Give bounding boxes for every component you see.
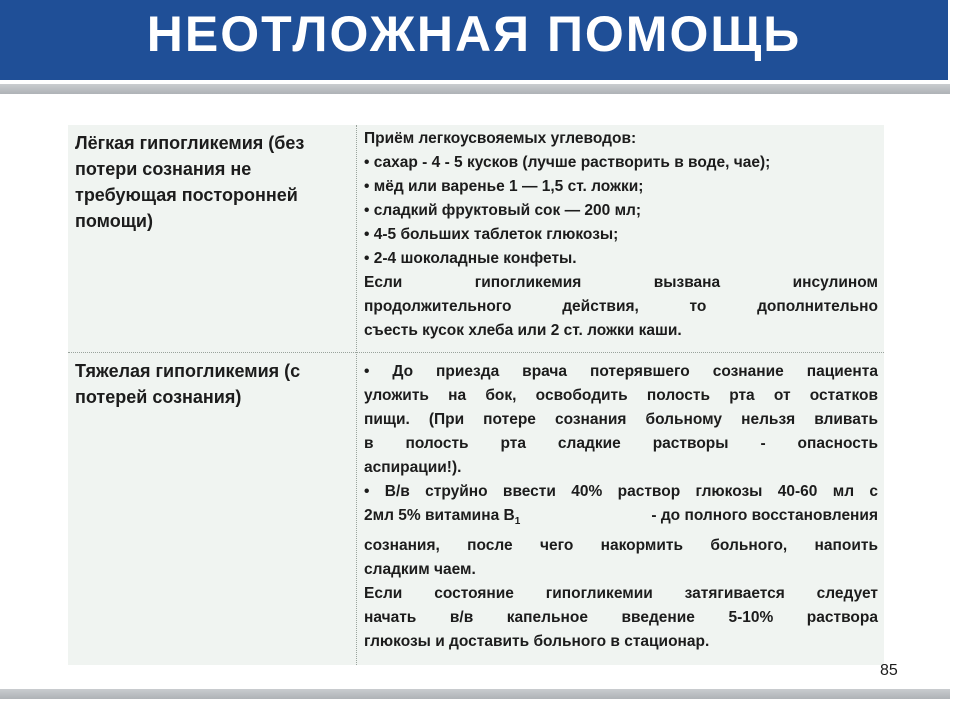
condition-cell-mild: Лёгкая гипогликемия (без потери сознания не требующая посторонней помощи) bbox=[75, 133, 305, 231]
title-bar bbox=[0, 0, 948, 80]
treatment-table bbox=[68, 125, 884, 665]
row-divider bbox=[68, 352, 884, 353]
treatment-cell-mild: Приём легкоусвояемых углеводов: • сахар - 4 - 5 кусков (лучше растворить в воде, чае); • мёд или варенье 1 — 1,5 ст. ложки; • сладкий фруктовый сок — 200 мл; • 4-5 больших таблеток глюкозы; • 2-4 шоколадные конфеты. Если гипогликемия вызвана инсулином продолжительного действия, то дополнительно съесть кусок хлеба или 2 ст. ложки каши. bbox=[364, 130, 878, 339]
vitamin-line: 2мл 5% витамина $В_1$ - до полного восстановления bbox=[364, 507, 878, 528]
condition-cell-severe: Тяжелая гипогликемия (с потерей сознания) bbox=[75, 361, 301, 407]
page-title: НЕОТЛОЖНАЯ ПОМОЩЬ bbox=[146, 6, 802, 62]
top-divider-band bbox=[0, 84, 950, 94]
column-divider bbox=[356, 125, 357, 665]
page-number: 85 bbox=[880, 662, 898, 679]
bottom-divider-band bbox=[0, 689, 950, 699]
treatment-cell-severe: • До приезда врача потерявшего сознание пациента уложить на бок, освободить полость рта от остатков пищи. (При потере сознания больному нельзя вливать в полость рта сладкие растворы - опасность аспирации!). • В/в струйно ввести 40% раствор глюкозы 40-60 мл с 2мл 5% витамина $В_1$ - до полного восстановления сознания, после чего накормить больного, напоить сладким чаем. Если состояние гипогликемии затягивается следует начать в/в капельное введение 5-10% раствора глюкозы и доставить больного в стационар. bbox=[364, 363, 878, 651]
